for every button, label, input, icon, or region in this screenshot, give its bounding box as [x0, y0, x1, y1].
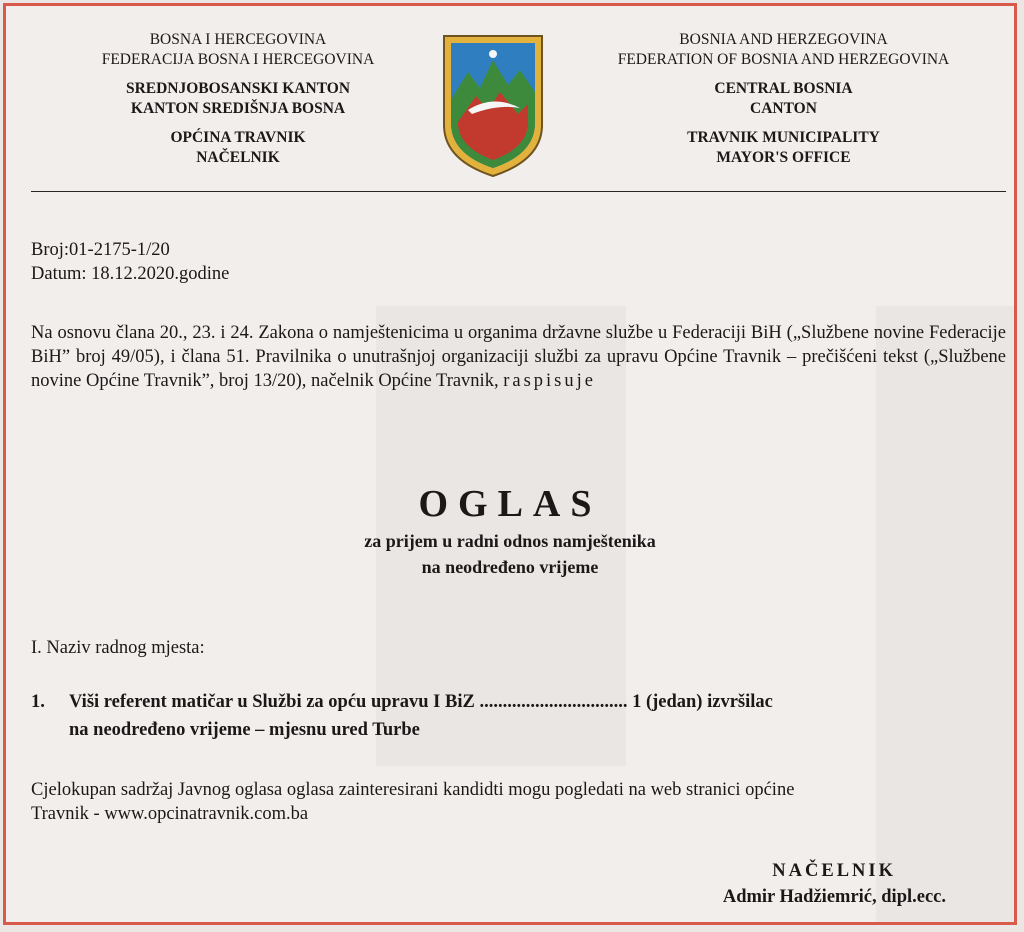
reference-number: Broj:01-2175-1/20	[31, 240, 170, 260]
subtitle-line: za prijem u radni odnos namještenika	[364, 531, 656, 551]
announcement-title: OGLAS	[418, 483, 602, 525]
canton-name-en: CENTRAL BOSNIA	[714, 80, 853, 97]
signature-block	[616, 858, 946, 910]
legal-basis-text: Na osnovu člana 20., 23. i 24. Zakona o namještenicima u organima državne službe u Federaciji BiH („Službene novine Federacije BiH” broj 49/05), i člana 51. Pravilnika o unutrašnjoj organizaciji službi za upravu Općine Travnik – prečišćeni tekst („Službene novine Općine Travnik”, broj 13/20), načelnik Općine Travnik,	[31, 323, 1006, 391]
position-item	[31, 688, 1006, 744]
federation-name-en: FEDERATION OF BOSNIA AND HERZEGOVINA	[617, 51, 950, 68]
position-detail: na neodređeno vrijeme – mjesnu ured Turbe	[69, 720, 420, 740]
section-heading: I. Naziv radnog mjesta:	[31, 638, 205, 658]
closing-text: Cjelokupan sadržaj Javnog oglasa oglasa zainteresirani kandidti mogu pogledati na web stranici općine	[31, 780, 795, 800]
announcement-subtitle	[6, 528, 1014, 580]
signatory-name: Admir Hadžiemrić, dipl.ecc.	[722, 887, 946, 907]
canton-name-alt: KANTON SREDIŠNJA BOSNA	[130, 100, 346, 117]
legal-basis-paragraph	[31, 321, 1006, 393]
municipality-name: OPĆINA TRAVNIK	[170, 129, 306, 146]
position-title: Viši referent matičar u Službi za opću upravu I BiZ ................................ 1 (jedan) izvršilac	[69, 692, 773, 712]
office-name-en: MAYOR'S OFFICE	[716, 149, 851, 166]
canton-name-en-2: CANTON	[750, 100, 817, 117]
closing-link-text: Travnik - www.opcinatravnik.com.ba	[31, 804, 309, 824]
reference-date: Datum: 18.12.2020.godine	[31, 264, 230, 284]
background-bleed	[876, 306, 1016, 925]
letterhead-local	[68, 30, 408, 168]
country-name-en: BOSNIA AND HERZEGOVINA	[679, 31, 888, 48]
position-number: 1.	[31, 692, 45, 712]
letterhead	[6, 20, 1014, 195]
office-name: NAČELNIK	[196, 149, 280, 166]
subtitle-line: na neodređeno vrijeme	[421, 557, 599, 577]
notice-frame	[3, 3, 1017, 925]
header-divider	[31, 191, 1006, 192]
announcement-verb: raspisuje	[503, 371, 596, 391]
signatory-role: NAČELNIK	[772, 861, 896, 881]
canton-name: SREDNJOBOSANSKI KANTON	[125, 80, 351, 97]
closing-paragraph	[31, 778, 1006, 826]
federation-name: FEDERACIJA BOSNA I HERCEGOVINA	[101, 51, 375, 68]
document-reference	[31, 238, 1006, 286]
municipality-name-en: TRAVNIK MUNICIPALITY	[687, 129, 880, 146]
coat-of-arms-icon	[438, 30, 548, 180]
letterhead-english	[561, 30, 1006, 168]
country-name: BOSNA I HERCEGOVINA	[149, 31, 327, 48]
